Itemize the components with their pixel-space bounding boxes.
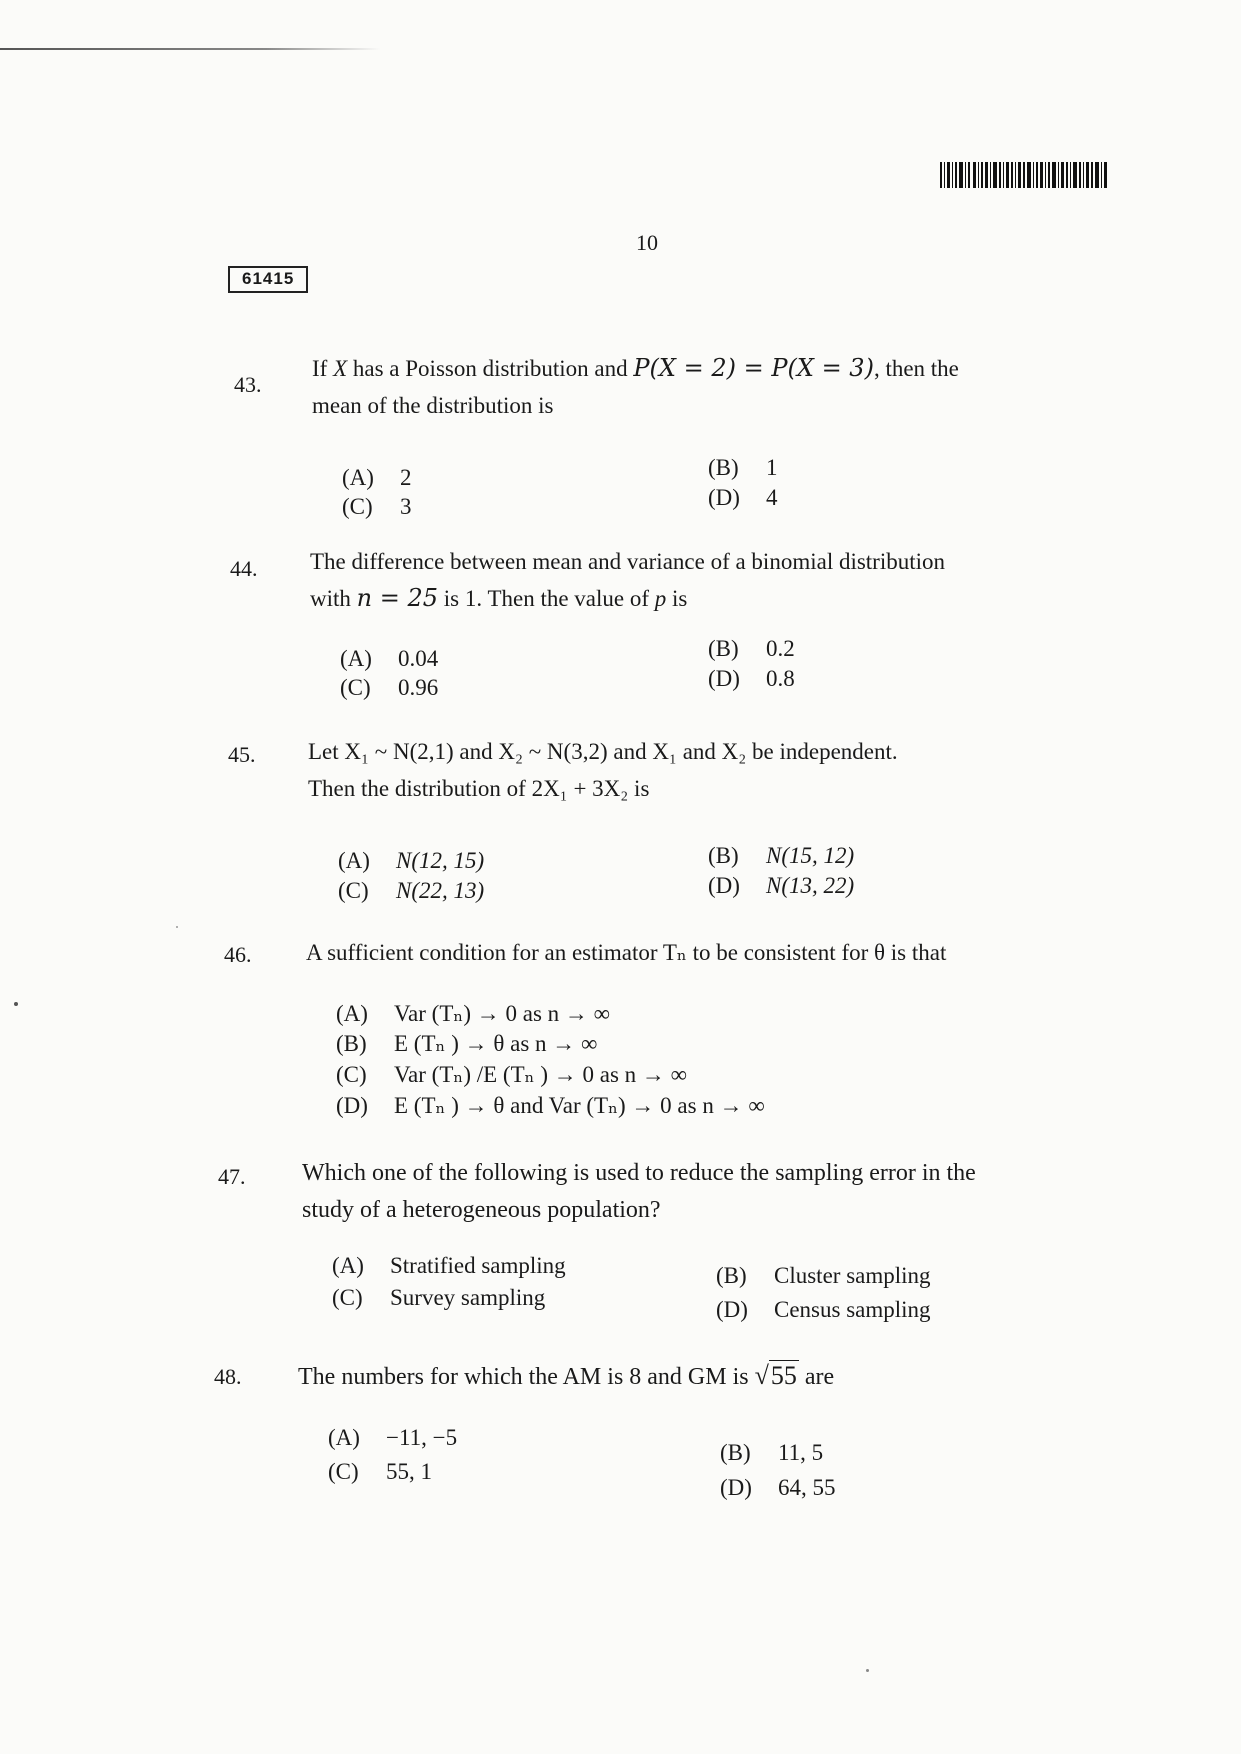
option-b: (B) 1 bbox=[708, 455, 778, 480]
option-c: (C) 3 bbox=[342, 494, 412, 519]
option-c: (C) N(22, 13) bbox=[338, 878, 485, 903]
option-a: (A) 2 bbox=[342, 465, 412, 490]
question-47-text: Which one of the following is used to reduce the sampling error in the study of a heterogeneous population? bbox=[302, 1160, 976, 1223]
page-number: 10 bbox=[636, 230, 658, 255]
question-46-text: A sufficient condition for an estimator Tₙ to be consistent for θ is that bbox=[306, 940, 947, 965]
option-a: (A) N(12, 15) bbox=[338, 848, 485, 873]
scan-speck bbox=[866, 1669, 869, 1672]
option-d: (D) N(13, 22) bbox=[708, 873, 855, 898]
option-c: (C) 0.96 bbox=[340, 675, 439, 700]
option-d: (D) E (Tₙ ) → θ and Var (Tₙ) → 0 as n → ∞ bbox=[336, 1093, 765, 1118]
option-d: (D) 0.8 bbox=[708, 666, 795, 691]
question-number: 48. bbox=[214, 1364, 242, 1389]
scan-edge-line bbox=[0, 48, 380, 50]
option-b: (B) N(15, 12) bbox=[708, 843, 855, 868]
scan-speck bbox=[176, 926, 178, 928]
option-c: (C) Survey sampling bbox=[332, 1285, 546, 1310]
option-c: (C) Var (Tₙ) /E (Tₙ ) → 0 as n → ∞ bbox=[336, 1062, 688, 1087]
option-b: (B) Cluster sampling bbox=[716, 1263, 931, 1288]
paper-code: 61415 bbox=[228, 266, 308, 293]
question-45-text: Let X₁ ~ N(2,1) and X₂ ~ N(3,2) and X₁ and X₂ be independent. Then the distribution of 2X₁ + 3X₂ is bbox=[308, 739, 898, 801]
option-d: (D) 4 bbox=[708, 485, 778, 510]
option-c: (C) 55, 1 bbox=[328, 1459, 432, 1484]
option-b: (B) E (Tₙ ) → θ as n → ∞ bbox=[336, 1031, 598, 1056]
option-b: (B) 11, 5 bbox=[720, 1440, 824, 1465]
option-a: (A) −11, −5 bbox=[328, 1425, 458, 1450]
scan-speck bbox=[14, 1002, 18, 1006]
question-number: 43. bbox=[234, 372, 262, 397]
question-number: 47. bbox=[218, 1164, 246, 1189]
option-d: (D) Census sampling bbox=[716, 1297, 931, 1322]
question-48-text: The numbers for which the AM is 8 and GM is √55 are bbox=[298, 1361, 835, 1390]
question-44-text: The difference between mean and variance of a binomial distribution with n = 25 is 1. Then the value of p is bbox=[310, 549, 946, 612]
question-number: 46. bbox=[224, 942, 252, 967]
question-43-text: If X has a Poisson distribution and P(X = 2) = P(X = 3), then the mean of the distribution is bbox=[312, 354, 959, 418]
option-b: (B) 0.2 bbox=[708, 636, 795, 661]
barcode bbox=[940, 160, 1110, 190]
option-a: (A) Var (Tₙ) → 0 as n → ∞ bbox=[336, 1001, 611, 1026]
option-a: (A) 0.04 bbox=[340, 646, 439, 671]
option-a: (A) Stratified sampling bbox=[332, 1253, 566, 1278]
question-number: 44. bbox=[230, 556, 258, 581]
square-root: √55 bbox=[754, 1361, 797, 1390]
option-d: (D) 64, 55 bbox=[720, 1475, 836, 1500]
question-number: 45. bbox=[228, 742, 256, 767]
